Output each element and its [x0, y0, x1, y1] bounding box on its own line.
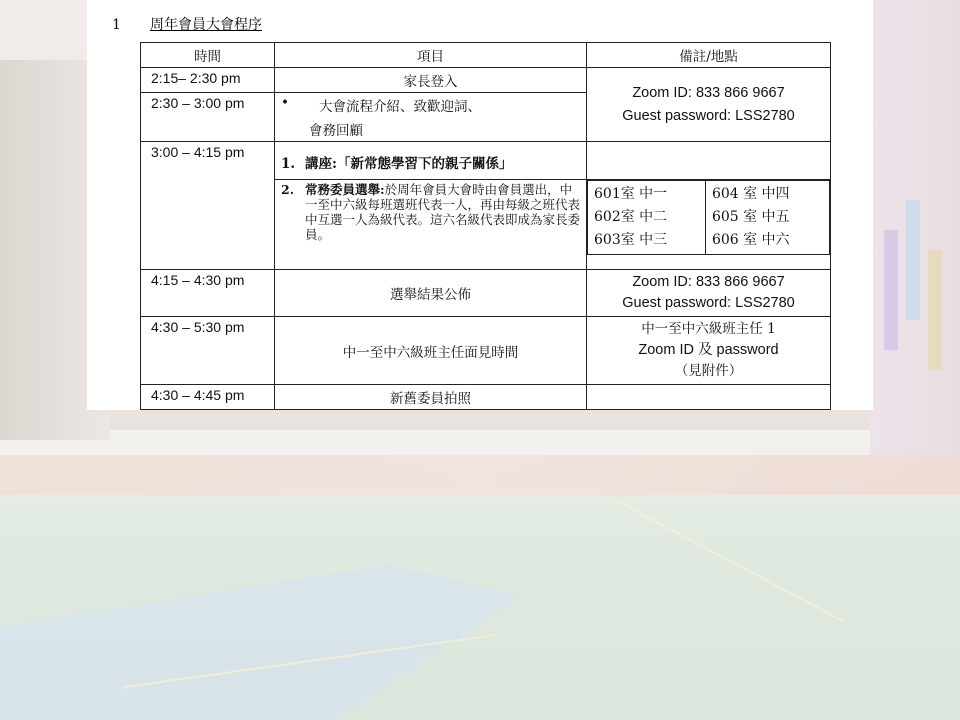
table-row [141, 270, 831, 317]
item-line: 大會流程介紹、致歡迎詞、 [319, 99, 481, 115]
header-time: 時間 [141, 43, 275, 68]
schedule-table [140, 42, 831, 410]
header-note: 備註/地點 [587, 43, 831, 68]
background-banner [884, 230, 898, 350]
guest-password: Guest password: LSS2780 [622, 107, 795, 124]
section-title: 周年會員大會程序 [150, 17, 262, 33]
table-header-row [141, 43, 831, 68]
item-cell [275, 142, 587, 180]
note-cell-zoom [587, 270, 831, 317]
item-line: 會務回顧 [309, 123, 363, 139]
table-row [141, 317, 831, 385]
guest-password: Guest password: LSS2780 [622, 295, 795, 311]
talk-title: 講座:「新常態學習下的親子關係」 [305, 156, 513, 172]
note-cell-zoom [587, 68, 831, 142]
election-title: 常務委員選舉: [305, 182, 385, 197]
note-cell-rooms [587, 180, 831, 270]
time-cell: 3:00 – 4:15 pm [141, 142, 275, 270]
time-cell: 4:30 – 5:30 pm [141, 317, 275, 385]
item-number: 2. [281, 182, 295, 197]
room-item: 606 室 中六 [711, 232, 790, 248]
teacher-note-line: Zoom ID 及 password [638, 342, 779, 358]
note-cell-empty [587, 142, 831, 180]
note-cell-empty [587, 385, 831, 410]
item-cell: 新舊委員拍照 [275, 385, 587, 410]
background-court-edge [0, 455, 960, 495]
time-cell: 4:30 – 4:45 pm [141, 385, 275, 410]
item-cell: 中一至中六級班主任面見時間 [275, 317, 587, 385]
teacher-note-line: （見附件） [674, 363, 743, 379]
note-cell-teacher [587, 317, 831, 385]
time-cell: 4:15 – 4:30 pm [141, 270, 275, 317]
room-item: 604 室 中四 [711, 186, 790, 202]
time-cell: 2:30 – 3:00 pm [141, 93, 275, 142]
item-cell [275, 93, 587, 142]
room-item: 603室 中三 [594, 232, 668, 248]
item-cell: 選舉結果公佈 [275, 270, 587, 317]
election-description [305, 182, 580, 242]
election-detail: 於周年會員大會時由會員選出，中一至中六級每班選班代表一人，再由每級之班代表中互選一人為級代表。這六名級代表即成為家長委員。 [305, 182, 581, 242]
section-number: 1 [112, 17, 121, 33]
room-item: 602室 中二 [594, 209, 668, 225]
zoom-id: Zoom ID: 833 866 9667 [632, 84, 785, 101]
room-list [587, 180, 830, 255]
background-banner [928, 250, 942, 370]
room-item: 601室 中一 [594, 186, 668, 202]
room-list-left [588, 181, 706, 255]
section-heading [112, 14, 262, 34]
header-item: 項目 [275, 43, 587, 68]
item-cell: 家長登入 [275, 68, 587, 93]
room-list-right [705, 181, 829, 255]
teacher-note-line: 中一至中六級班主任 1 [641, 321, 776, 337]
document-page [87, 0, 873, 410]
time-cell: 2:15– 2:30 pm [141, 68, 275, 93]
bullet-icon: • [281, 95, 289, 111]
background-banner [906, 200, 920, 320]
item-number: 1. [281, 156, 296, 172]
table-row [141, 385, 831, 410]
item-cell [275, 180, 587, 270]
table-row [141, 68, 831, 93]
table-row [141, 142, 831, 180]
zoom-id: Zoom ID: 833 866 9667 [632, 274, 785, 290]
room-item: 605 室 中五 [711, 209, 790, 225]
